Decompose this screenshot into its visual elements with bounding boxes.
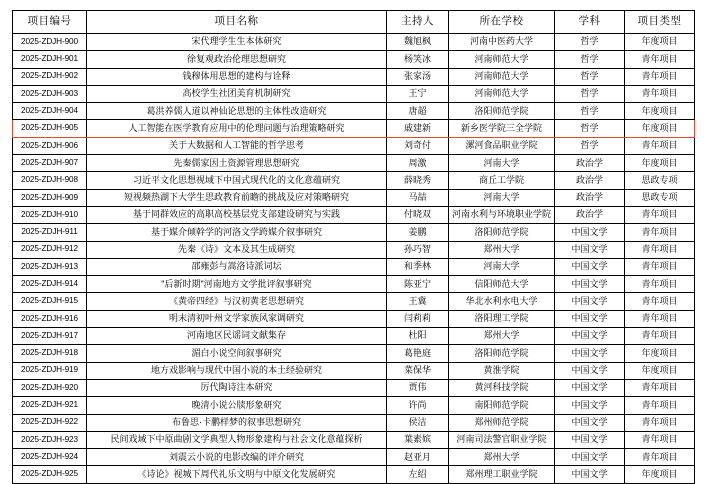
cell-project-code: 2025-ZDJH-905 — [13, 120, 87, 137]
cell-project-type: 年度项目 — [625, 34, 695, 51]
cell-host: 王冀 — [387, 293, 449, 310]
table-header — [13, 11, 695, 34]
cell-discipline: 中国文学 — [555, 241, 625, 258]
column-header-discipline: 学科 — [555, 11, 625, 34]
column-header-title: 项目名称 — [87, 11, 387, 34]
cell-discipline: 政治学 — [555, 206, 625, 223]
cell-discipline: 中国文学 — [555, 293, 625, 310]
table-row[interactable] — [13, 120, 695, 137]
cell-school: 洛阳师范学院 — [449, 103, 555, 120]
cell-host: 周激 — [387, 155, 449, 172]
table-row[interactable] — [13, 431, 695, 448]
cell-school: 洛阳师范学院 — [449, 345, 555, 362]
table-row[interactable] — [13, 276, 695, 293]
cell-discipline: 哲学 — [555, 137, 625, 154]
cell-host: 和季林 — [387, 258, 449, 275]
cell-discipline: 中国文学 — [555, 328, 625, 345]
cell-host: 薛晓秀 — [387, 172, 449, 189]
table-row[interactable] — [13, 449, 695, 466]
cell-discipline: 政治学 — [555, 155, 625, 172]
cell-project-type: 年度项目 — [625, 362, 695, 379]
cell-host: 杨笑冰 — [387, 51, 449, 68]
cell-project-type: 青年项目 — [625, 68, 695, 85]
cell-project-code: 2025-ZDJH-909 — [13, 189, 87, 206]
table-row[interactable] — [13, 172, 695, 189]
cell-school: 河南师范大学 — [449, 51, 555, 68]
cell-project-title: 徐复观政治伦理思想研究 — [87, 51, 387, 68]
cell-project-type: 青年项目 — [625, 397, 695, 414]
column-header-type: 项目类型 — [625, 11, 695, 34]
cell-host: 马喆 — [387, 189, 449, 206]
cell-host: 刘奇付 — [387, 137, 449, 154]
cell-host: 孙巧智 — [387, 241, 449, 258]
cell-project-code: 2025-ZDJH-914 — [13, 276, 87, 293]
cell-school: 郑州大学 — [449, 328, 555, 345]
table-row[interactable] — [13, 51, 695, 68]
cell-host: 张家汤 — [387, 68, 449, 85]
cell-school: 漯河食品职业学院 — [449, 137, 555, 154]
cell-project-title: 地方戏影响与现代中国小说的本土经验研究 — [87, 362, 387, 379]
cell-project-title: 《诗论》视城下周代礼乐文明与中原文化发展研究 — [87, 466, 387, 483]
cell-school: 黄河科技学院 — [449, 379, 555, 396]
cell-host: 左绍 — [387, 466, 449, 483]
cell-project-title: 葛洪养儒人道以神仙论思想的主体性改造研究 — [87, 103, 387, 120]
cell-project-code: 2025-ZDJH-901 — [13, 51, 87, 68]
cell-discipline: 中国文学 — [555, 466, 625, 483]
table-row[interactable] — [13, 103, 695, 120]
column-header-host: 主持人 — [387, 11, 449, 34]
table-row[interactable] — [13, 466, 695, 483]
table-row[interactable] — [13, 85, 695, 102]
cell-project-type: 青年项目 — [625, 224, 695, 241]
cell-discipline: 中国文学 — [555, 276, 625, 293]
table-row[interactable] — [13, 224, 695, 241]
cell-project-code: 2025-ZDJH-915 — [13, 293, 87, 310]
cell-project-code: 2025-ZDJH-910 — [13, 206, 87, 223]
table-row[interactable] — [13, 310, 695, 327]
column-header-school: 所在学校 — [449, 11, 555, 34]
cell-project-type: 青年项目 — [625, 258, 695, 275]
table-row[interactable] — [13, 362, 695, 379]
cell-project-type: 年度项目 — [625, 466, 695, 483]
cell-project-title: 先秦《诗》文本及其生成研究 — [87, 241, 387, 258]
cell-school: 河南大学 — [449, 258, 555, 275]
cell-school: 华北水利水电大学 — [449, 293, 555, 310]
cell-host: 闫莉莉 — [387, 310, 449, 327]
cell-project-code: 2025-ZDJH-903 — [13, 85, 87, 102]
cell-discipline: 哲学 — [555, 68, 625, 85]
cell-school: 河南水利与环境职业学院 — [449, 206, 555, 223]
cell-project-type: 青年项目 — [625, 414, 695, 431]
cell-project-type: 青年项目 — [625, 379, 695, 396]
cell-school: 郑州理工职业学院 — [449, 466, 555, 483]
cell-project-title: 明末清初叶州文学家族风家调研究 — [87, 310, 387, 327]
cell-school: 河南师范大学 — [449, 85, 555, 102]
cell-project-type: 年度项目 — [625, 103, 695, 120]
cell-discipline: 哲学 — [555, 103, 625, 120]
cell-school: 河南大学 — [449, 189, 555, 206]
cell-project-title: 民间戏域下中原曲剧文学典型人物形象建构与社会文化意蕴探析 — [87, 431, 387, 448]
cell-school: 黄淮学院 — [449, 362, 555, 379]
cell-project-type: 思政专项 — [625, 189, 695, 206]
cell-host: 侯洁 — [387, 414, 449, 431]
cell-project-title: 高校学生社团美育机制研究 — [87, 85, 387, 102]
cell-project-type: 青年项目 — [625, 241, 695, 258]
cell-project-type: 青年项目 — [625, 310, 695, 327]
cell-host: 付晓双 — [387, 206, 449, 223]
cell-project-type: 青年项目 — [625, 206, 695, 223]
cell-school: 河南大学 — [449, 155, 555, 172]
cell-project-title: 先秦儒家因土资源管理思想研究 — [87, 155, 387, 172]
cell-project-code: 2025-ZDJH-912 — [13, 241, 87, 258]
cell-project-title: 河南地区民谣词文献集存 — [87, 328, 387, 345]
cell-project-code: 2025-ZDJH-913 — [13, 258, 87, 275]
cell-project-code: 2025-ZDJH-924 — [13, 449, 87, 466]
cell-project-code: 2025-ZDJH-925 — [13, 466, 87, 483]
cell-discipline: 中国文学 — [555, 224, 625, 241]
cell-discipline: 中国文学 — [555, 379, 625, 396]
cell-project-code: 2025-ZDJH-916 — [13, 310, 87, 327]
cell-project-type: 青年项目 — [625, 51, 695, 68]
cell-school: 商丘工学院 — [449, 172, 555, 189]
cell-host: 王宁 — [387, 85, 449, 102]
cell-school: 河南司法警官职业学院 — [449, 431, 555, 448]
cell-project-type: 青年项目 — [625, 276, 695, 293]
cell-host: 唐超 — [387, 103, 449, 120]
cell-project-code: 2025-ZDJH-918 — [13, 345, 87, 362]
cell-school: 洛阳师范学院 — [449, 224, 555, 241]
cell-project-type: 青年项目 — [625, 328, 695, 345]
cell-discipline: 中国文学 — [555, 345, 625, 362]
cell-project-title: 基于媒介倾幹学的河洛文学跨媒介叙事研究 — [87, 224, 387, 241]
cell-discipline: 中国文学 — [555, 258, 625, 275]
cell-project-title: 湄白小说空间叙事研究 — [87, 345, 387, 362]
cell-project-title: 布鲁思·卡鹏样梦的叙事思想研究 — [87, 414, 387, 431]
cell-project-code: 2025-ZDJH-917 — [13, 328, 87, 345]
table-row[interactable] — [13, 328, 695, 345]
cell-discipline: 政治学 — [555, 172, 625, 189]
cell-discipline: 哲学 — [555, 85, 625, 102]
cell-project-title: 《黄帝四经》与汉初黄老思想研究 — [87, 293, 387, 310]
cell-project-title: 晚清小说公牍形象研究 — [87, 397, 387, 414]
cell-school: 信阳师范大学 — [449, 276, 555, 293]
cell-school: 河南中医药大学 — [449, 34, 555, 51]
cell-school: 郑州师范学院 — [449, 414, 555, 431]
cell-project-title: 钱穆体用思想的建构与诠释 — [87, 68, 387, 85]
cell-project-code: 2025-ZDJH-922 — [13, 414, 87, 431]
cell-project-title: 宋代理学生生本体研究 — [87, 34, 387, 51]
cell-discipline: 中国文学 — [555, 397, 625, 414]
cell-project-title: 短视频热湖下大学生思政教育前瞻的挑战及应对策略研究 — [87, 189, 387, 206]
cell-project-code: 2025-ZDJH-907 — [13, 155, 87, 172]
cell-project-title: 刘震云小说的电影改编的评介研究 — [87, 449, 387, 466]
table-row[interactable] — [13, 241, 695, 258]
cell-project-type: 思政专项 — [625, 172, 695, 189]
table-body — [13, 34, 695, 484]
cell-host: 陈亚宁 — [387, 276, 449, 293]
table-row[interactable] — [13, 414, 695, 431]
cell-school: 河南师范大学 — [449, 68, 555, 85]
cell-project-title: 邵雍彭与嵩洛诗派词坛 — [87, 258, 387, 275]
cell-project-code: 2025-ZDJH-908 — [13, 172, 87, 189]
table-row[interactable] — [13, 34, 695, 51]
cell-project-code: 2025-ZDJH-919 — [13, 362, 87, 379]
cell-host: 杜阳 — [387, 328, 449, 345]
cell-project-code: 2025-ZDJH-906 — [13, 137, 87, 154]
cell-discipline: 中国文学 — [555, 362, 625, 379]
table-row[interactable] — [13, 68, 695, 85]
cell-project-code: 2025-ZDJH-911 — [13, 224, 87, 241]
cell-discipline: 哲学 — [555, 51, 625, 68]
cell-project-type: 年度项目 — [625, 345, 695, 362]
table-header-row — [13, 11, 695, 34]
cell-discipline: 政治学 — [555, 189, 625, 206]
cell-discipline: 中国文学 — [555, 449, 625, 466]
cell-project-type: 青年项目 — [625, 293, 695, 310]
cell-school: 南阳师范学院 — [449, 397, 555, 414]
table-row[interactable] — [13, 137, 695, 154]
cell-discipline: 中国文学 — [555, 414, 625, 431]
cell-host: 戚建新 — [387, 120, 449, 137]
cell-project-code: 2025-ZDJH-902 — [13, 68, 87, 85]
column-header-code: 项目编号 — [13, 11, 87, 34]
table-row[interactable] — [13, 293, 695, 310]
cell-project-type: 青年项目 — [625, 431, 695, 448]
cell-host: 姜鹏 — [387, 224, 449, 241]
cell-host: 葉素嫔 — [387, 431, 449, 448]
cell-project-code: 2025-ZDJH-921 — [13, 397, 87, 414]
cell-school: 洛阳理工学院 — [449, 310, 555, 327]
cell-project-type: 年度项目 — [625, 120, 695, 137]
cell-host: 赵亚月 — [387, 449, 449, 466]
cell-host: 菜保华 — [387, 362, 449, 379]
table-row[interactable] — [13, 397, 695, 414]
table-row[interactable] — [13, 258, 695, 275]
cell-project-title: 习近平文化思想视域下中国式现代化的文化意蕴研究 — [87, 172, 387, 189]
table-row[interactable] — [13, 189, 695, 206]
cell-project-title: 人工智能在医学教育应用中的伦理问题与治理策略研究 — [87, 120, 387, 137]
cell-project-type: 青年项目 — [625, 449, 695, 466]
cell-project-code: 2025-ZDJH-920 — [13, 379, 87, 396]
cell-discipline: 中国文学 — [555, 431, 625, 448]
cell-project-title: 厉代陶诗注本研究 — [87, 379, 387, 396]
cell-project-type: 年度项目 — [625, 155, 695, 172]
cell-host: 葛艳庭 — [387, 345, 449, 362]
cell-project-title: "后新时期"河南地方文学批评叙事研究 — [87, 276, 387, 293]
cell-school: 郑州大学 — [449, 449, 555, 466]
table-row[interactable] — [13, 155, 695, 172]
cell-host: 贾伟 — [387, 379, 449, 396]
cell-school: 新乡医学院三全学院 — [449, 120, 555, 137]
cell-discipline: 哲学 — [555, 120, 625, 137]
cell-host: 魏旭枫 — [387, 34, 449, 51]
cell-host: 许尚 — [387, 397, 449, 414]
cell-project-title: 基于同群效应的高职高校基层党支部建设研究与实践 — [87, 206, 387, 223]
cell-project-code: 2025-ZDJH-923 — [13, 431, 87, 448]
table-row[interactable] — [13, 206, 695, 223]
cell-project-type: 青年项目 — [625, 85, 695, 102]
cell-project-code: 2025-ZDJH-900 — [13, 34, 87, 51]
cell-discipline: 哲学 — [555, 34, 625, 51]
cell-school: 郑州大学 — [449, 241, 555, 258]
cell-project-title: 关于大数据和人工智能的哲学思考 — [87, 137, 387, 154]
project-list-table — [12, 10, 695, 484]
table-row[interactable] — [13, 379, 695, 396]
cell-discipline: 中国文学 — [555, 310, 625, 327]
table-row[interactable] — [13, 345, 695, 362]
cell-project-type: 青年项目 — [625, 137, 695, 154]
cell-project-code: 2025-ZDJH-904 — [13, 103, 87, 120]
